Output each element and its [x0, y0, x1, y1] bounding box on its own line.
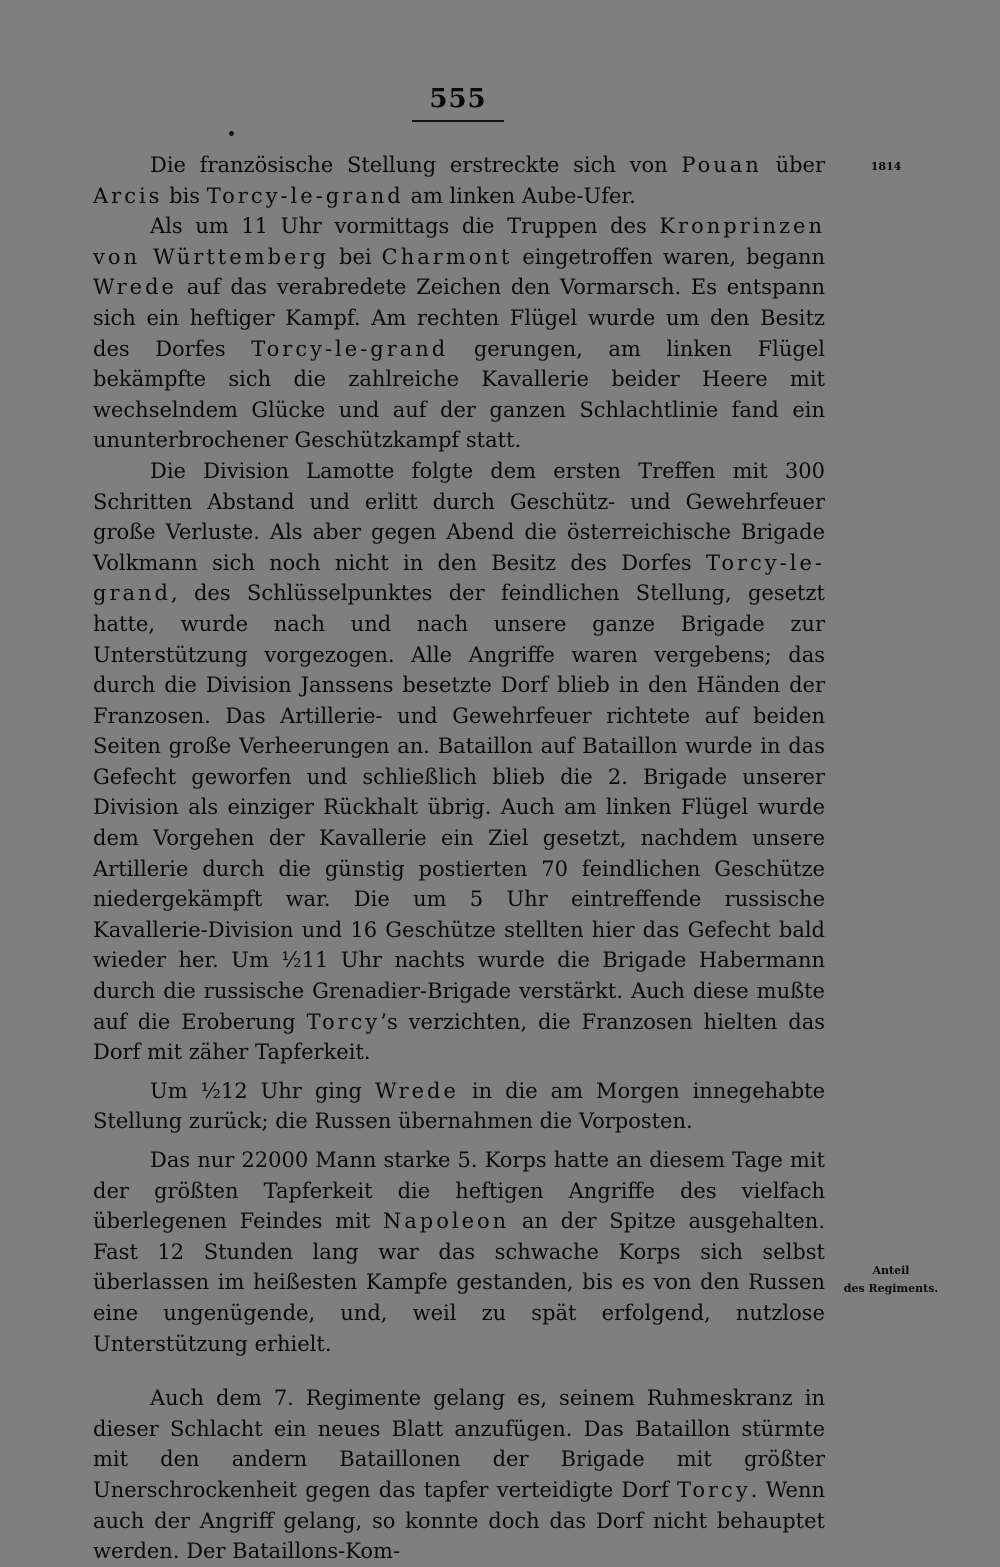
- margin-note-regiment: [834, 1262, 948, 1298]
- spaced-name: Torcy-le-grand: [206, 183, 404, 208]
- text-run: Auch dem 7. Regimente gelang es, seinem Ruhmeskranz in dieser Schlacht ein neues Blatt anzufügen. Das Bataillon stürmte mit den andern Bataillonen der Brigade mit größter Unerschrockenheit gegen das tapfer verteidigte Dorf: [93, 1386, 825, 1502]
- text-run: in die am Morgen innegehabte Stellung zurück; die Russen übernahmen die Vorposten.: [93, 1078, 825, 1134]
- section-gap: [93, 1359, 825, 1383]
- paragraph-4: [93, 1076, 825, 1137]
- margin-note-regiment-line1: Anteil: [872, 1264, 910, 1277]
- text-run: eingetroffen waren, begann: [512, 244, 826, 269]
- margin-note-year: 1814: [870, 160, 902, 173]
- text-run: Um ½12 Uhr ging: [150, 1078, 375, 1103]
- paragraph-5: [93, 1145, 825, 1359]
- body-text: [93, 150, 825, 1567]
- text-run: . Wenn auch der Angriff gelang, so konnte doch das Dorf nicht behauptet werden. Der Bataillons-Kom-: [93, 1477, 825, 1564]
- text-run: , des Schlüsselpunktes der feindlichen Stellung, gesetzt hatte, wurde nach und nach unsere ganze Brigade zur Unterstützung vorgezogen. Alle Angriffe waren vergebens; das durch die Division Janssens besetzte Dorf blieb in den Händen der Franzosen. Das Artillerie- und Gewehrfeuer richtete auf beiden Seiten große Verheerungen an. Bataillon auf Bataillon wurde in das Gefecht geworfen und schließlich blieb die 2. Brigade unserer Division als einziger Rückhalt übrig. Auch am linken Flügel wurde dem Vorgehen der Kavallerie ein Ziel gesetzt, nachdem unsere Artillerie durch die günstig postierten 70 feindlichen Geschütze niedergekämpft war. Die um 5 Uhr eintreffende russische Kavallerie-Division und 16 Geschütze stellten hier das Gefecht bald wieder her. Um ½11 Uhr nachts wurde die Brigade Habermann durch die russische Grenadier-Brigade verstärkt. Auch diese mußte auf die Eroberung: [93, 581, 825, 1034]
- header-rule: [412, 120, 504, 122]
- spaced-name: Charmont: [381, 244, 513, 269]
- text-run: bei: [328, 244, 382, 269]
- paragraph-3: [93, 456, 825, 1068]
- spaced-name: Torcy: [306, 1009, 381, 1034]
- ink-speck: [229, 131, 234, 136]
- spaced-name: Torcy-le-grand: [93, 550, 825, 606]
- text-run: bis: [162, 183, 207, 208]
- text-run: an der Spitze ausgehalten. Fast 12 Stunden lang war das schwache Korps sich selbst überlassen im heißesten Kampfe gestanden, bis es von den Russen eine ungenügende, und, weil zu spät erfolgend, nutzlose Unterstützung erhielt.: [93, 1209, 826, 1356]
- spaced-name: Napoleon: [382, 1209, 510, 1234]
- spaced-name: Wrede: [374, 1078, 459, 1103]
- paragraph-2: [93, 211, 825, 456]
- paragraph-gap: [93, 1068, 825, 1076]
- text-run: Als um 11 Uhr vormittags die Truppen des: [150, 214, 660, 239]
- page-number: 555: [429, 84, 487, 114]
- text-run: gerungen, am linken Flügel bekämpfte sich die zahlreiche Kavallerie beider Heere mit wechselndem Glücke und auf der ganzen Schlachtlinie fand ein ununterbrochener Geschützkampf statt.: [93, 336, 825, 453]
- text-run: Die französische Stellung erstreckte sich von: [150, 153, 682, 177]
- text-run: über: [761, 153, 825, 177]
- text-run: Die Division Lamotte folgte dem ersten Treffen mit 300 Schritten Abstand und erlitt durch Geschütz- und Gewehrfeuer große Verluste. Als aber gegen Abend die österreichische Brigade Volkmann sich noch nicht in den Besitz des Dorfes: [93, 458, 825, 575]
- text-run: Das nur 22000 Mann starke 5. Korps hatte an diesem Tage mit der größten Tapferkeit die heftigen Angriffe des vielfach überlegenen Feindes mit: [93, 1148, 825, 1234]
- text-run: ’s verzichten, die Franzosen hielten das Dorf mit zäher Tapferkeit.: [93, 1009, 825, 1065]
- text-run: am linken Aube-Ufer.: [403, 183, 636, 208]
- margin-note-regiment-line2: des Regiments.: [843, 1282, 939, 1295]
- paragraph-6: [93, 1383, 825, 1567]
- paragraph-gap: [93, 1137, 825, 1145]
- spaced-name: Wrede: [93, 275, 177, 300]
- spaced-name: Torcy: [677, 1477, 751, 1502]
- text-run: auf das verabredete Zeichen den Vormarsch. Es entspann sich ein heftiger Kampf. Am rechten Flügel wurde um den Besitz des Dorfes: [93, 275, 825, 361]
- spaced-name: Kronprinzen von Württemberg: [93, 214, 825, 269]
- spaced-name: Pouan: [681, 153, 762, 177]
- spaced-name: Arcis: [93, 183, 163, 208]
- spaced-name: Torcy-le-grand: [251, 336, 449, 361]
- paragraph-1: [93, 150, 825, 211]
